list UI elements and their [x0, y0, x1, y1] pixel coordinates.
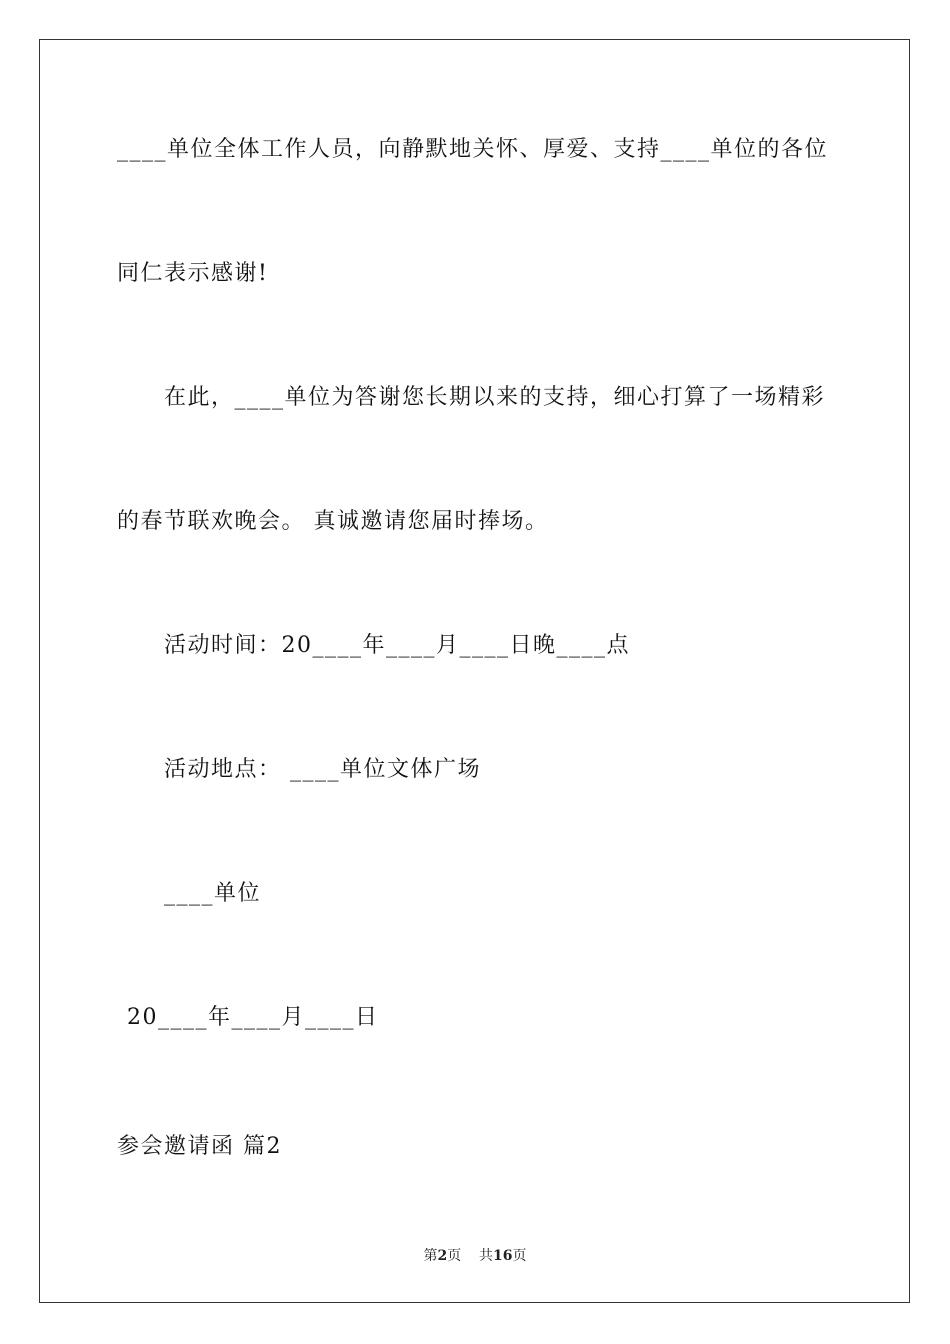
footer-page-prefix: 第	[423, 1248, 438, 1264]
footer-total-pages: 16	[493, 1248, 513, 1264]
section-heading: 参会邀请函 篇2	[117, 1134, 282, 1159]
body-paragraph-2: 同仁表示感谢!	[117, 261, 269, 286]
event-location-line: 活动地点： ____单位文体广场	[164, 757, 481, 782]
signature-date: 20____年____月____日	[127, 1005, 379, 1030]
body-paragraph-1: ____单位全体工作人员，向静默地关怀、厚爱、支持____单位的各位	[117, 137, 829, 162]
body-paragraph-3: 在此，____单位为答谢您长期以来的支持，细心打算了一场精彩	[164, 385, 826, 410]
body-paragraph-4: 的春节联欢晚会。 真诚邀请您届时捧场。	[117, 509, 549, 534]
signature-unit: ____单位	[164, 881, 262, 906]
event-time-line: 活动时间：20____年____月____日晚____点	[164, 633, 630, 658]
footer-total-suffix: 页	[512, 1248, 527, 1264]
footer-page-suffix: 页	[447, 1248, 462, 1264]
footer-total-prefix: 共	[479, 1248, 494, 1264]
footer-page-number: 2	[437, 1248, 448, 1264]
page-frame	[39, 39, 910, 1303]
page-footer	[0, 1247, 950, 1265]
